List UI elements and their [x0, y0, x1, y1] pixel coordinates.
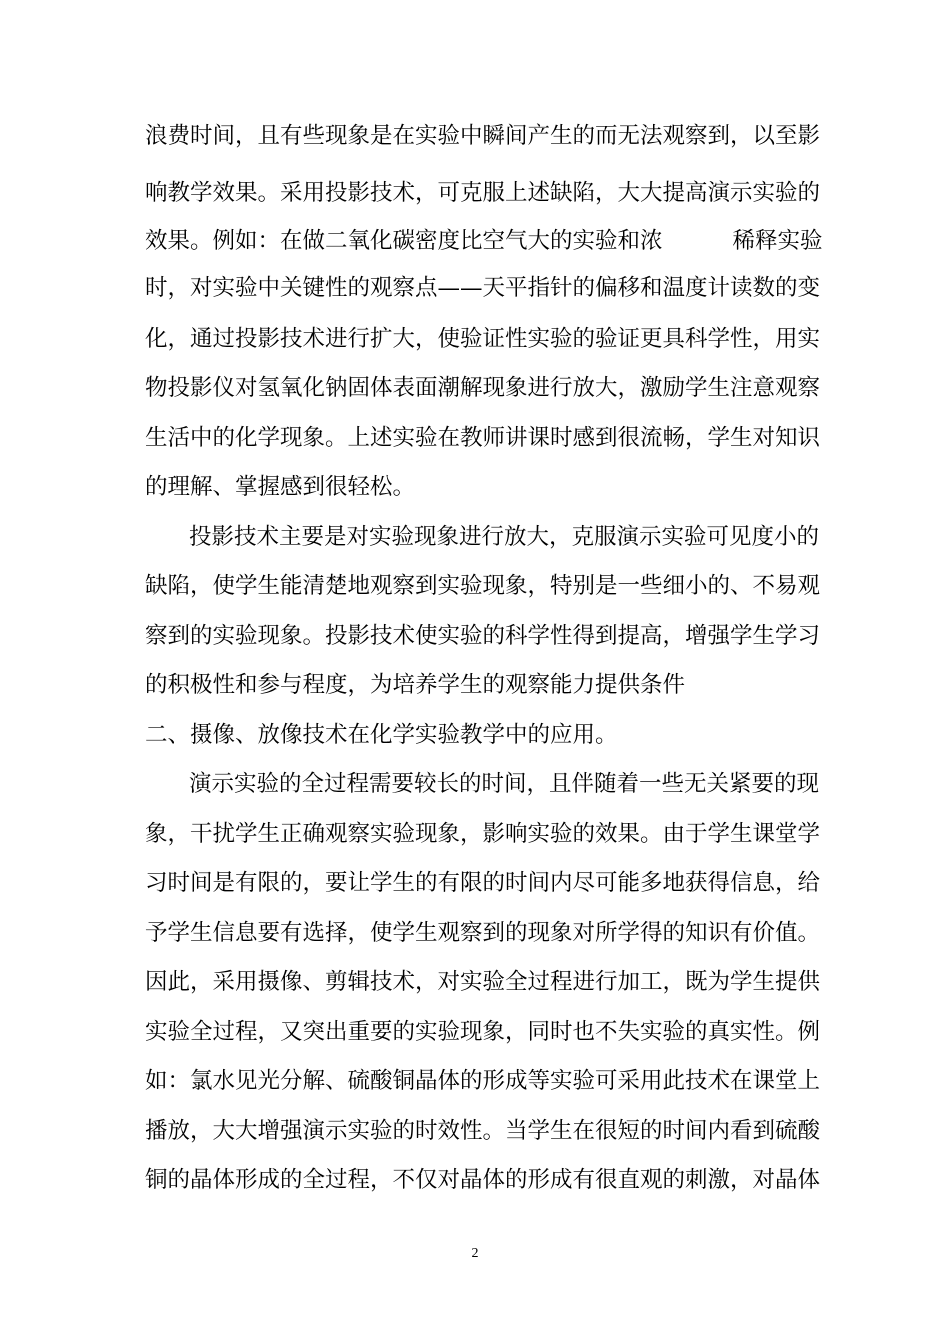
text-line-12: 的积极性和参与程度，为培养学生的观察能力提供条件 — [145, 672, 686, 698]
text-line-8: 的理解、掌握感到很轻松。 — [145, 474, 416, 500]
text-line-16: 习时间是有限的，要让学生的有限的时间内尽可能多地获得信息，给 — [145, 870, 821, 896]
text-line-20: 如：氯水见光分解、硫酸铜晶体的形成等实验可采用此技术在课堂上 — [145, 1068, 821, 1094]
text-line-3-part-a: 效果。例如：在做二氧化碳密度比空气大的实验和浓 — [145, 228, 663, 254]
text-line-17: 予学生信息要有选择，使学生观察到的现象对所学得的知识有价值。 — [145, 920, 821, 946]
text-line-22: 铜的晶体形成的全过程，不仅对晶体的形成有很直观的刺激，对晶体 — [145, 1167, 821, 1193]
text-line-11: 察到的实验现象。投影技术使实验的科学性得到提高，增强学生学习 — [145, 623, 821, 649]
text-line-15: 象，干扰学生正确观察实验现象，影响实验的效果。由于学生课堂学 — [145, 821, 821, 847]
text-line-1: 浪费时间，且有些现象是在实验中瞬间产生的而无法观察到，以至影 — [145, 123, 821, 149]
text-line-18: 因此，采用摄像、剪辑技术，对实验全过程进行加工，既为学生提供 — [145, 969, 821, 995]
section-heading: 二、摄像、放像技术在化学实验教学中的应用。 — [145, 722, 618, 748]
text-line-3 — [145, 225, 823, 257]
text-line-10: 缺陷，使学生能清楚地观察到实验现象，特别是一些细小的、不易观 — [145, 573, 821, 599]
text-line-19: 实验全过程，又突出重要的实验现象，同时也不失实验的真实性。例 — [145, 1019, 821, 1045]
text-line-3-part-b: 稀释实验 — [732, 228, 823, 254]
text-line-14: 演示实验的全过程需要较长的时间，且伴随着一些无关紧要的现 — [189, 771, 820, 797]
text-line-4: 时，对实验中关键性的观察点——天平指针的偏移和温度计读数的变 — [145, 275, 821, 301]
text-line-6: 物投影仪对氢氧化钠固体表面潮解现象进行放大，激励学生注意观察 — [145, 375, 821, 401]
text-line-21: 播放，大大增强演示实验的时效性。当学生在很短的时间内看到硫酸 — [145, 1118, 821, 1144]
text-line-9: 投影技术主要是对实验现象进行放大，克服演示实验可见度小的 — [189, 524, 820, 550]
text-line-2: 响教学效果。采用投影技术，可克服上述缺陷，大大提高演示实验的 — [145, 180, 821, 206]
text-line-7: 生活中的化学现象。上述实验在教师讲课时感到很流畅，学生对知识 — [145, 425, 821, 451]
page-number: 2 — [471, 1246, 479, 1261]
text-line-5: 化，通过投影技术进行扩大，使验证性实验的验证更具科学性，用实 — [145, 326, 821, 352]
